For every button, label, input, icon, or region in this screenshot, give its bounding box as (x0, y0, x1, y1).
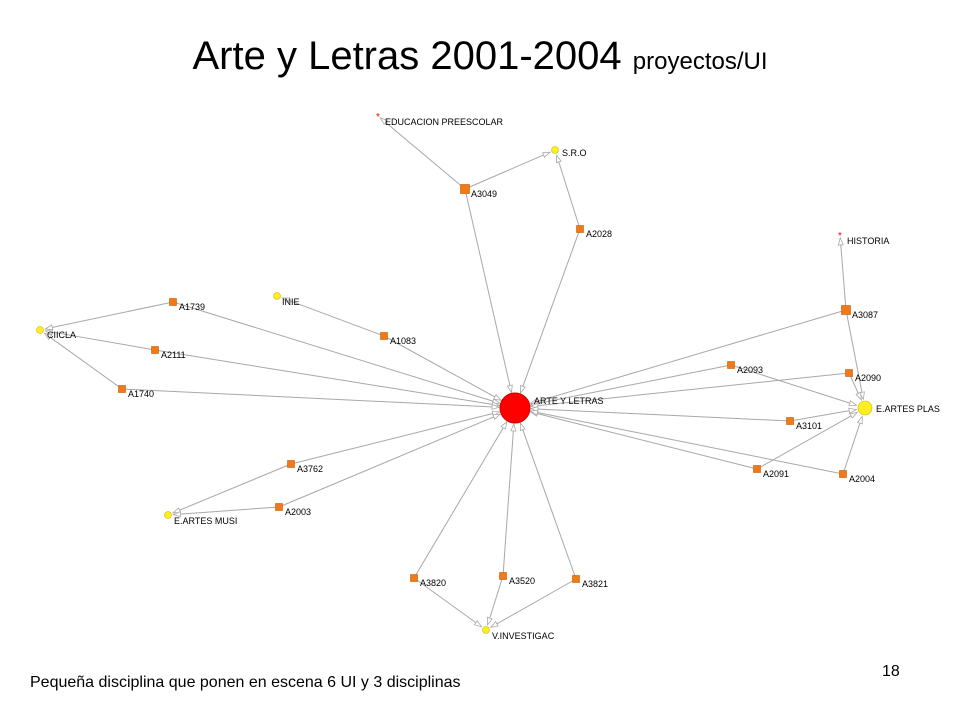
node-label-hub: ARTE Y LETRAS (534, 396, 604, 406)
project-square (754, 466, 761, 473)
node-a3049 (461, 185, 498, 200)
node-label-vinv: V.INVESTIGAC (492, 631, 555, 641)
project-square (846, 370, 853, 377)
node-a3101 (787, 418, 823, 432)
discipline-circle (274, 293, 281, 300)
node-label-sro: S.R.O (562, 148, 587, 158)
edge-arrow-a2090-eartesplas (856, 392, 861, 399)
edge-arrow-a2004-eartesplas (858, 417, 863, 424)
project-square (787, 418, 794, 425)
edge-a3821-vinv (491, 579, 576, 627)
edge-a3049-edu (380, 118, 465, 189)
edge-arrow-a3820-vinv (474, 621, 481, 627)
edge-a3101-eartesplas (790, 410, 856, 421)
node-label-a3049: A3049 (471, 189, 498, 199)
edge-a1740-hub (122, 389, 499, 407)
node-eartesplas (858, 401, 940, 415)
node-a3820 (411, 575, 447, 589)
edge-a2111-hub (155, 350, 499, 405)
node-ciicla (37, 327, 77, 341)
edge-a3820-hub (414, 422, 507, 578)
hub-circle (500, 393, 530, 423)
node-a2028 (577, 226, 613, 240)
slide-title-sub: proyectos/UI (632, 48, 768, 75)
node-label-ciicla: CIICLA (47, 330, 77, 340)
node-label-a2028: A2028 (586, 229, 613, 239)
edge-arrow-a3821-vinv (491, 622, 498, 628)
edge-a2028-hub (520, 229, 580, 393)
node-inie (274, 293, 300, 308)
node-a2004 (840, 471, 876, 485)
node-a3087 (842, 306, 879, 321)
node-label-edu: EDUCACION PREESCOLAR (385, 117, 504, 127)
node-label-eartesmusi: E.ARTES MUSI (174, 516, 238, 526)
node-label-eartesplas: E.ARTES PLAS (876, 404, 940, 414)
edge-arrow-a2003-hub (493, 414, 500, 419)
edge-a2091-hub (531, 412, 757, 469)
node-a1740 (119, 386, 155, 400)
node-a3520 (500, 573, 536, 587)
project-square (276, 504, 283, 511)
edge-arrow-a3049-sro (543, 152, 550, 157)
discipline-circle (858, 401, 872, 415)
asterisk-marker: * (838, 231, 842, 242)
node-a3821 (573, 576, 609, 590)
node-label-a2090: A2090 (855, 373, 882, 383)
edge-a3520-vinv (488, 576, 503, 625)
edge-arrow-a1083-hub (494, 395, 501, 401)
project-square (288, 461, 295, 468)
node-a1739 (170, 299, 206, 313)
edge-arrow-a3820-hub (501, 422, 507, 429)
node-label-a2111: A2111 (161, 350, 186, 360)
node-label-inie: INIE (282, 297, 300, 307)
node-a1083 (381, 333, 417, 347)
node-hub (500, 393, 604, 423)
edge-a2028-sro (557, 155, 580, 229)
edge-arrow-a2028-sro (556, 155, 561, 162)
project-square (500, 573, 507, 580)
edge-a2003-eartesmusi (173, 507, 279, 515)
edge-a3049-hub (465, 189, 511, 392)
node-label-a3762: A3762 (297, 464, 324, 474)
discipline-circle (552, 147, 559, 154)
node-edu (376, 112, 504, 127)
edge-a3821-hub (520, 423, 576, 579)
project-square (461, 185, 470, 194)
node-label-a3101: A3101 (796, 421, 823, 431)
project-square (573, 576, 580, 583)
edge-arrow-a3520-hub (511, 424, 516, 431)
node-label-a2091: A2091 (763, 469, 790, 479)
project-square (411, 575, 418, 582)
project-square (577, 226, 584, 233)
project-square (728, 362, 735, 369)
discipline-circle (483, 627, 490, 634)
edge-arrow-a2093-eartesplas (849, 401, 856, 406)
node-a2111 (152, 347, 186, 361)
edge-a3520-hub (503, 424, 514, 576)
slide-footer: Pequeña disciplina que ponen en escena 6 UI y 3 disciplinas (30, 674, 461, 691)
node-label-a2003: A2003 (285, 507, 312, 517)
node-label-a1083: A1083 (390, 336, 417, 346)
node-hist (838, 231, 889, 246)
node-a2090 (846, 370, 882, 384)
node-label-a3520: A3520 (509, 576, 536, 586)
edge-arrow-a2091-eartesplas (850, 412, 857, 418)
node-label-a1740: A1740 (128, 389, 155, 399)
nodes (37, 112, 940, 641)
node-label-a2093: A2093 (737, 365, 764, 375)
edge-a2004-eartesplas (843, 417, 862, 474)
node-a2003 (276, 504, 312, 518)
project-square (170, 299, 177, 306)
node-a3762 (288, 461, 324, 475)
edge-a1739-hub (173, 302, 500, 403)
discipline-circle (37, 327, 44, 334)
slide-title-main: Arte y Letras 2001-2004 (192, 34, 622, 78)
node-vinv (483, 627, 555, 642)
node-a2093 (728, 362, 764, 376)
node-label-a3087: A3087 (852, 310, 879, 320)
node-label-a2004: A2004 (849, 474, 876, 484)
edge-a1739-ciicla (45, 302, 173, 329)
edge-a3049-sro (465, 152, 550, 189)
project-square (381, 333, 388, 340)
project-square (842, 306, 851, 315)
edge-arrow-a3049-hub (507, 385, 512, 392)
edge-a2003-hub (279, 414, 500, 507)
edge-arrow-a2028-hub (520, 386, 525, 393)
edge-a3762-hub (291, 412, 499, 464)
node-label-a3821: A3821 (582, 579, 609, 589)
edge-arrow-a3520-vinv (487, 617, 492, 624)
edge-a3087-hist (840, 238, 846, 310)
project-square (840, 471, 847, 478)
node-label-a3820: A3820 (420, 578, 447, 588)
node-a2091 (754, 466, 790, 480)
project-square (119, 386, 126, 393)
asterisk-marker: * (376, 112, 380, 123)
page-number: 18 (882, 663, 900, 680)
edge-a1740-ciicla (44, 333, 122, 389)
node-label-hist: HISTORIA (847, 236, 890, 246)
edge-arrow-a3821-hub (520, 423, 525, 430)
edge-a3762-eartesmusi (173, 464, 291, 513)
project-square (152, 347, 159, 354)
discipline-circle (165, 512, 172, 519)
node-label-a1739: A1739 (179, 302, 206, 312)
